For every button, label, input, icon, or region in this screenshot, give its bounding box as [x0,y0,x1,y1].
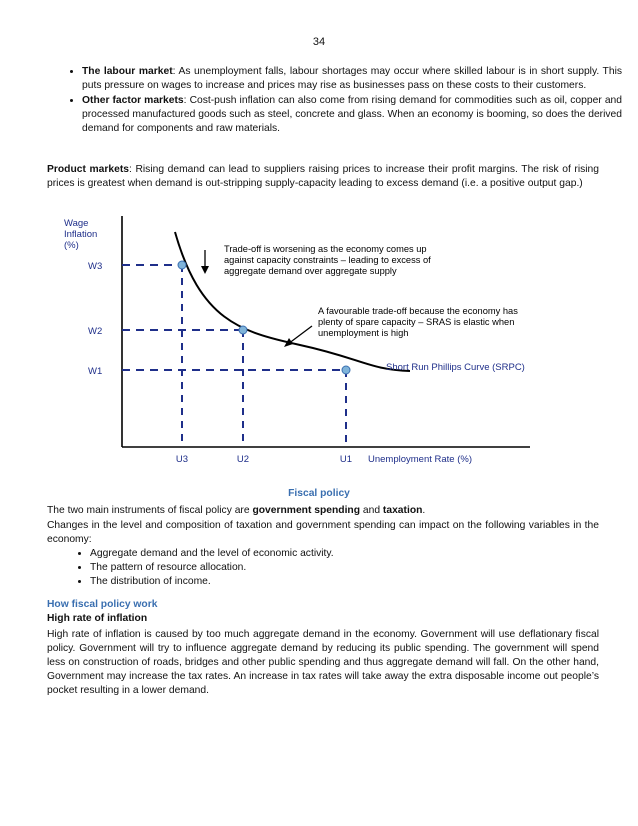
data-point [178,261,186,269]
data-point [239,326,247,334]
fiscal-intro [47,504,599,518]
how-fiscal-policy-heading: How fiscal policy work [47,599,158,610]
list-item: • The pattern of resource allocation. [90,561,334,575]
phillips-curve-svg [60,210,580,472]
annotation-arrowhead [201,266,209,274]
list-item: • The distribution of income. [90,575,334,589]
annotation-favourable-trade-off: A favourable trade-off because the economy has [318,306,518,316]
fiscal-intro-taxation: taxation [382,505,423,516]
annotation-favourable-trade-off: unemployment is high [318,328,409,338]
annotation-trade-off-worsening: aggregate demand over aggregate supply [224,266,397,276]
x-axis-label: Unemployment Rate (%) [368,454,473,465]
fiscal-intro-and: and [360,505,383,516]
y-tick-label: W1 [88,366,103,377]
page-number: 34 [312,36,326,48]
high-inflation-heading: High rate of inflation [47,613,148,624]
x-tick-label: U1 [339,454,353,465]
list-item [82,94,622,136]
annotation-arrow [288,326,312,344]
curve-label: Short Run Phillips Curve (SRPC) [386,362,525,373]
fiscal-variables-list [72,547,334,589]
y-axis-label: Wage [64,218,89,229]
fiscal-intro-text: The two main instruments of fiscal policy are [47,505,253,516]
bullet-term: The labour market [82,66,173,77]
product-markets-paragraph [47,163,599,191]
factor-markets-list [60,65,622,137]
annotation-favourable-trade-off: plenty of spare capacity – SRAS is elastic when [318,317,515,327]
phillips-curve-chart [60,210,580,472]
y-axis-label: (%) [64,240,79,251]
data-point [342,366,350,374]
product-markets-term: Product markets [47,164,129,175]
bullet-text: : Cost-push inflation can also come from rising demand for commodities such as oil, copper and processed manufactured goods such as steel, concrete and glass. When an economy is booming, so does the derived demand for components and raw materials. [82,95,622,134]
bullet-text: : As unemployment falls, labour shortages may occur where skilled labour is in short supply. This puts pressure on wages to increase and prices may rise as businesses pass on these costs to their customers. [82,66,623,91]
y-tick-label: W2 [88,326,103,337]
fiscal-intro-spending: government spending [252,505,361,516]
product-markets-text: : Rising demand can lead to suppliers raising prices to increase their profit margins. The risk of rising prices is greatest when demand is out-stripping supply-capacity leading to excess demand (i.e. a positive output gap.) [47,164,599,189]
annotation-trade-off-worsening: Trade-off is worsening as the economy comes up [224,244,427,254]
fiscal-changes: Changes in the level and composition of taxation and government spending can impact on the following variables in the economy: [47,520,599,545]
y-tick-label: W3 [88,261,103,272]
high-inflation-paragraph: High rate of inflation is caused by too much aggregate demand in the economy. Government will use deflationary fiscal policy. Government will try to influence aggregate demand by reducing its public spending. The government will spend less on construction of roads, bridges and other public spending and thus aggregate demand will fall. On the other hand, Government may increase the tax rates. An increase in tax rates will take away the extra disposable income out people’s pocket resulting in a lower demand. [47,629,599,696]
x-tick-label: U3 [175,454,189,465]
annotation-trade-off-worsening: against capacity constraints – leading to excess of [224,255,431,265]
fiscal-policy-heading: Fiscal policy [288,488,350,499]
x-tick-label: U2 [236,454,250,465]
y-axis-label: Inflation [64,229,98,240]
list-item: • Aggregate demand and the level of economic activity. [90,547,334,561]
list-item [82,65,622,93]
bullet-term: Other factor markets [82,95,184,106]
fiscal-intro-period: . [422,505,426,516]
